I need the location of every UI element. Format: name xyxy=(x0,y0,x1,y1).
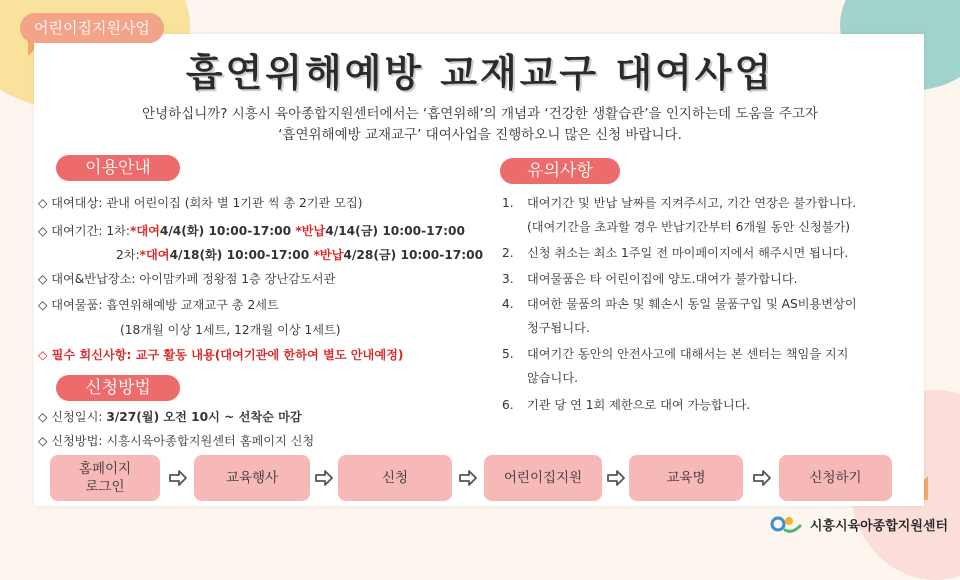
apply-method: ◇ 신청방법: 시흥시육아종합지원센터 홈페이지 신청 xyxy=(38,434,315,448)
usage-period-2-prefix: 2차: xyxy=(116,248,140,262)
usage-place: ◇ 대여&반납장소: 아이맘카페 정왕점 1층 장난감도서관 xyxy=(38,272,336,286)
apply-date-prefix: ◇ 신청일시: xyxy=(38,410,107,424)
arrow-right-icon xyxy=(752,468,772,488)
usage-heading: 이용안내 xyxy=(56,155,180,181)
usage-period-2 xyxy=(116,246,483,263)
note-item: (대여기간을 초과할 경우 반납기간부터 6개월 동안 신청불가) xyxy=(527,220,851,234)
footer-org-name: 시흥시육아종합지원센터 xyxy=(809,518,948,534)
note-item: 3. 대여물품은 타 어린이집에 양도.대여가 불가합니다. xyxy=(502,272,798,286)
arrow-right-icon xyxy=(606,468,626,488)
corner-tag: 어린이집지원사업 xyxy=(20,13,164,43)
note-item: 청구됩니다. xyxy=(527,321,590,335)
rent-tag: *대여 xyxy=(129,224,160,238)
apply-date-value: 3/27(월) 오전 10시 ~ 선착순 마감 xyxy=(106,410,302,424)
note-item: 1. 대여기간 및 반납 날짜를 지켜주시고, 기간 연장은 불가합니다. xyxy=(502,196,857,210)
usage-items: ◇ 대여물품: 흡연위해예방 교재교구 총 2세트 xyxy=(38,298,279,312)
apply-heading: 신청방법 xyxy=(56,375,180,401)
usage-target: ◇ 대여대상: 관내 어린이집 (회차 별 1기관 씩 총 2기관 모집) xyxy=(38,196,363,210)
usage-required: ◇ 필수 회신사항: 교구 활동 내용(대여기관에 한하여 별도 안내예정) xyxy=(38,348,404,362)
intro-line-1: 안녕하십니까? 시흥시 육아종합지원센터에서는 ‘흡연위해’의 개념과 ‘건강한 생활습관’을 인지하는데 도움을 주고자 xyxy=(142,106,818,122)
usage-period-1-prefix: ◇ 대여기간: 1차: xyxy=(38,224,130,238)
usage-items-sub: (18개월 이상 1세트, 12개월 이상 1세트) xyxy=(120,323,341,337)
flow-step-apply: 신청 xyxy=(338,455,452,501)
flow-step-program-name: 교육명 xyxy=(629,455,743,501)
note-item: 2. 신청 취소는 최소 1주일 전 마이페이지에서 해주시면 됩니다. xyxy=(502,246,849,260)
notes-heading: 유의사항 xyxy=(500,158,620,184)
arrow-right-icon xyxy=(168,468,188,488)
rent-date: 4/18(화) 10:00-17:00 xyxy=(169,248,314,262)
return-date: 4/28(금) 10:00-17:00 xyxy=(343,248,484,262)
page-title: 흡연위해예방 교재교구 대여사업 xyxy=(185,51,775,95)
arrow-right-icon xyxy=(314,468,334,488)
flow-step-daycare-support: 어린이집지원 xyxy=(484,455,602,501)
return-tag: *반납 xyxy=(295,224,326,238)
org-logo-icon xyxy=(770,512,806,536)
note-item: 6. 기관 당 연 1회 제한으로 대여 가능합니다. xyxy=(502,398,751,412)
rent-tag: *대여 xyxy=(139,248,170,262)
return-date: 4/14(금) 10:00-17:00 xyxy=(325,224,465,238)
intro-line-2: ‘흡연위해예방 교재교구’ 대여사업을 진행하오니 많은 신청 바랍니다. xyxy=(278,127,682,143)
flow-step-homepage-login: 홈페이지 로그인 xyxy=(50,455,160,501)
note-item: 5. 대여기간 동안의 안전사고에 대해서는 본 센터는 책임을 지지 xyxy=(502,347,849,361)
arrow-right-icon xyxy=(458,468,478,488)
usage-period-1 xyxy=(38,222,465,239)
rent-date: 4/4(화) 10:00-17:00 xyxy=(159,224,296,238)
note-item: 4. 대여한 물품의 파손 및 훼손시 동일 물품구입 및 AS비용변상이 xyxy=(502,297,857,311)
intro-text xyxy=(40,104,920,146)
apply-date xyxy=(38,408,302,425)
return-tag: *반납 xyxy=(313,248,344,262)
flow-step-submit: 신청하기 xyxy=(779,455,892,501)
note-item: 않습니다. xyxy=(527,371,578,385)
footer-logo xyxy=(770,512,948,536)
flow-step-education-event: 교육행사 xyxy=(194,455,310,501)
